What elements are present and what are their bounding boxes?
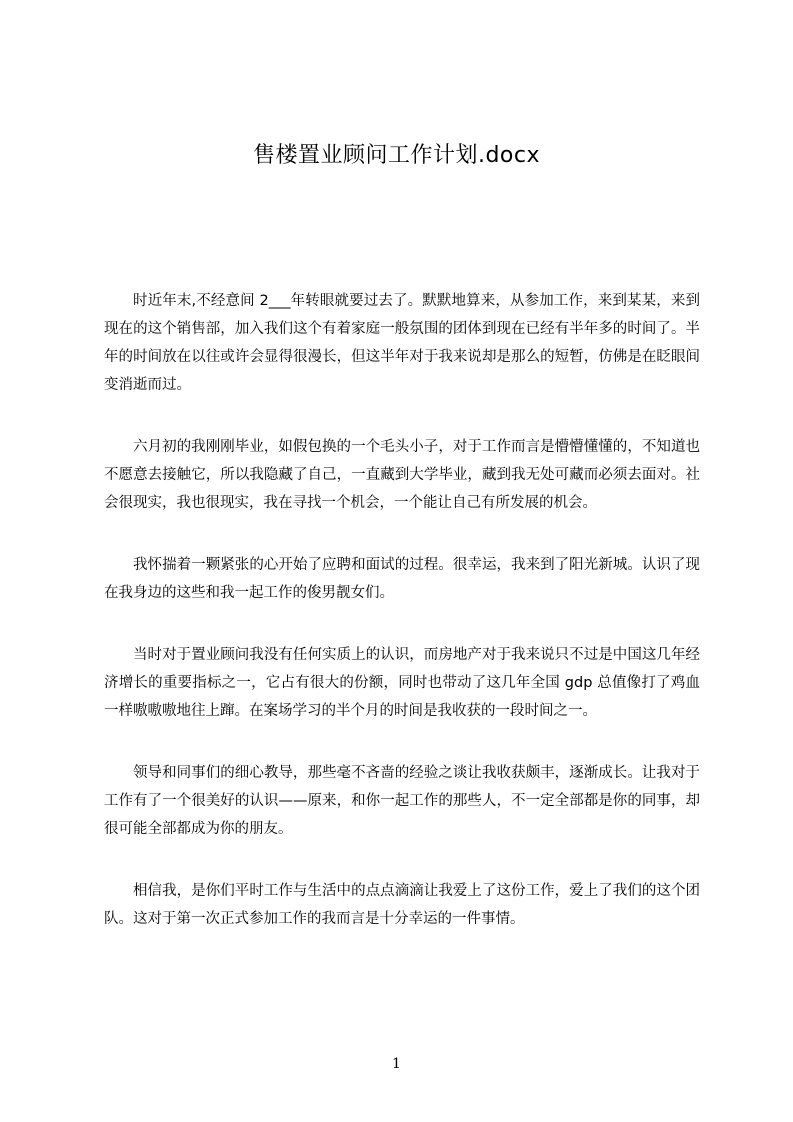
paragraph-5: 领导和同事们的细心教导，那些毫不吝啬的经验之谈让我收获颇丰，逐渐成长。让我对于工作有了一个很美好的认识——原来，和你一起工作的那些人，不一定全部都是你的同事，却很可能全部都成为你的朋友。 [104, 765, 700, 837]
paragraph-2: 六月初的我刚刚毕业，如假包换的一个毛头小子，对于工作而言是懵懵懂懂的，不知道也不愿意去接触它，所以我隐藏了自己，一直藏到大学毕业，藏到我无处可藏而必须去面对。社会很现实，我也很现实，我在寻找一个机会，一个能让自己有所发展的机会。 [104, 439, 700, 511]
page-number: 1 [392, 1056, 401, 1072]
paragraph-6: 相信我，是你们平时工作与生活中的点点滴滴让我爱上了这份工作，爱上了我们的这个团队。这对于第一次正式参加工作的我而言是十分幸运的一件事情。 [104, 883, 700, 927]
document-title: 售楼置业顾问工作计划.docx [252, 143, 541, 168]
paragraph-3: 我怀揣着一颗紧张的心开始了应聘和面试的过程。很幸运，我来到了阳光新城。认识了现在我身边的这些和我一起工作的俊男靓女们。 [104, 557, 700, 601]
document-body [104, 287, 700, 967]
paragraph-4: 当时对于置业顾问我没有任何实质上的认识，而房地产对于我来说只不过是中国这几年经济增长的重要指标之一，它占有很大的份额，同时也带动了这几年全国 gdp 总值像打了鸡血一样嗷嗷嗷地往上蹿。在案场学习的半个月的时间是我收获的一段时间之一。 [104, 647, 700, 719]
paragraph-1: 时近年末,不经意间 2___年转眼就要过去了。默默地算来，从参加工作，来到某某，来到现在的这个销售部，加入我们这个有着家庭一般氛围的团体到现在已经有半年多的时间了。半年的时间放在以往或许会显得很漫长，但这半年对于我来说却是那么的短暂，仿佛是在眨眼间变消逝而过。 [104, 293, 700, 393]
